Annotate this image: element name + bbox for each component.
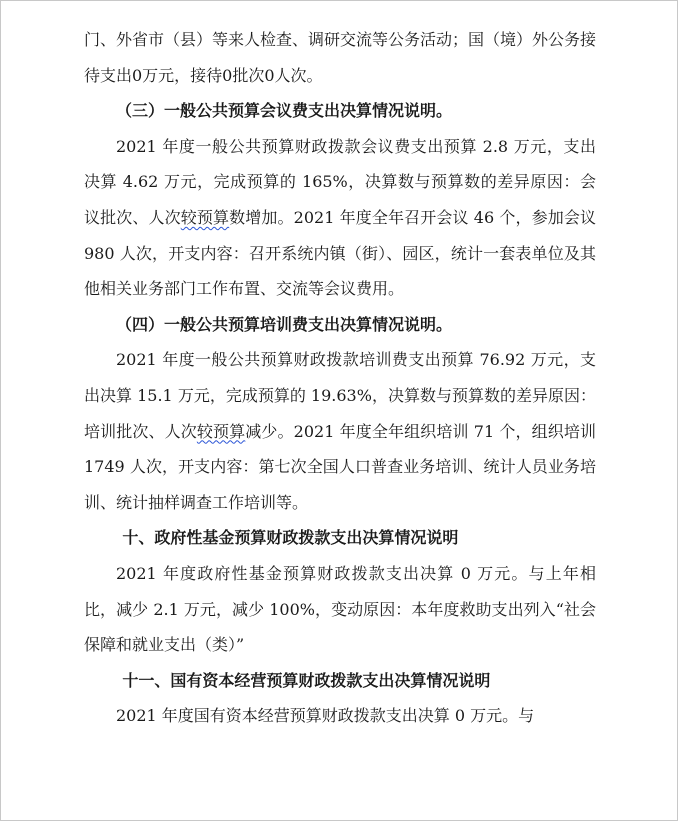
heading-government-fund: 十、政府性基金预算财政拨款支出决算情况说明 [122, 528, 459, 548]
paragraph-meeting-expense: 2021 年度一般公共预算财政拨款会议费支出预算 2.8 万元，支出决算 4.62 万元，完成预算的 165%，决算数与预算数的差异原因：会议批次、人次较预算数增加。2021 年度全年召开会议 46 个，参加会议 980 人次，开支内容：召开系统内镇（街）、园区，统计一套表单位及其他相关业务部门工作布置、交流等会议费用。 [84, 136, 596, 299]
spellcheck-mark: 较预算 [196, 421, 246, 441]
heading-meeting-expense: （三）一般公共预算会议费支出决算情况说明。 [116, 101, 453, 121]
paragraph-state-capital: 2021 年度国有资本经营预算财政拨款支出决算 0 万元。与 [116, 706, 535, 726]
heading-state-capital: 十一、国有资本经营预算财政拨款支出决算情况说明 [122, 670, 491, 690]
paragraph-training-expense: 2021 年度一般公共预算财政拨款培训费支出预算 76.92 万元，支出决算 15.1 万元，完成预算的 19.63%，决算数与预算数的差异原因：培训批次、人次较预算减少。2021 年度全年组织培训 71 个，组织培训 1749 人次，开支内容：第七次全国人口普查业务培训、统计人员业务培训、统计抽样调查工作培训等。 [84, 350, 596, 512]
paragraph-reception-expense: 门、外省市（县）等来人检查、调研交流等公务活动；国（境）外公务接待支出0万元，接待0批次0人次。 [84, 30, 597, 85]
heading-training-expense: （四）一般公共预算培训费支出决算情况说明。 [116, 314, 453, 334]
paragraph-government-fund: 2021 年度政府性基金预算财政拨款支出决算 0 万元。与上年相比，减少 2.1 万元，减少 100%，变动原因：本年度救助支出列入“社会保障和就业支出（类）” [84, 563, 596, 655]
document-body [84, 22, 596, 734]
spellcheck-mark: 较预算 [180, 207, 230, 227]
